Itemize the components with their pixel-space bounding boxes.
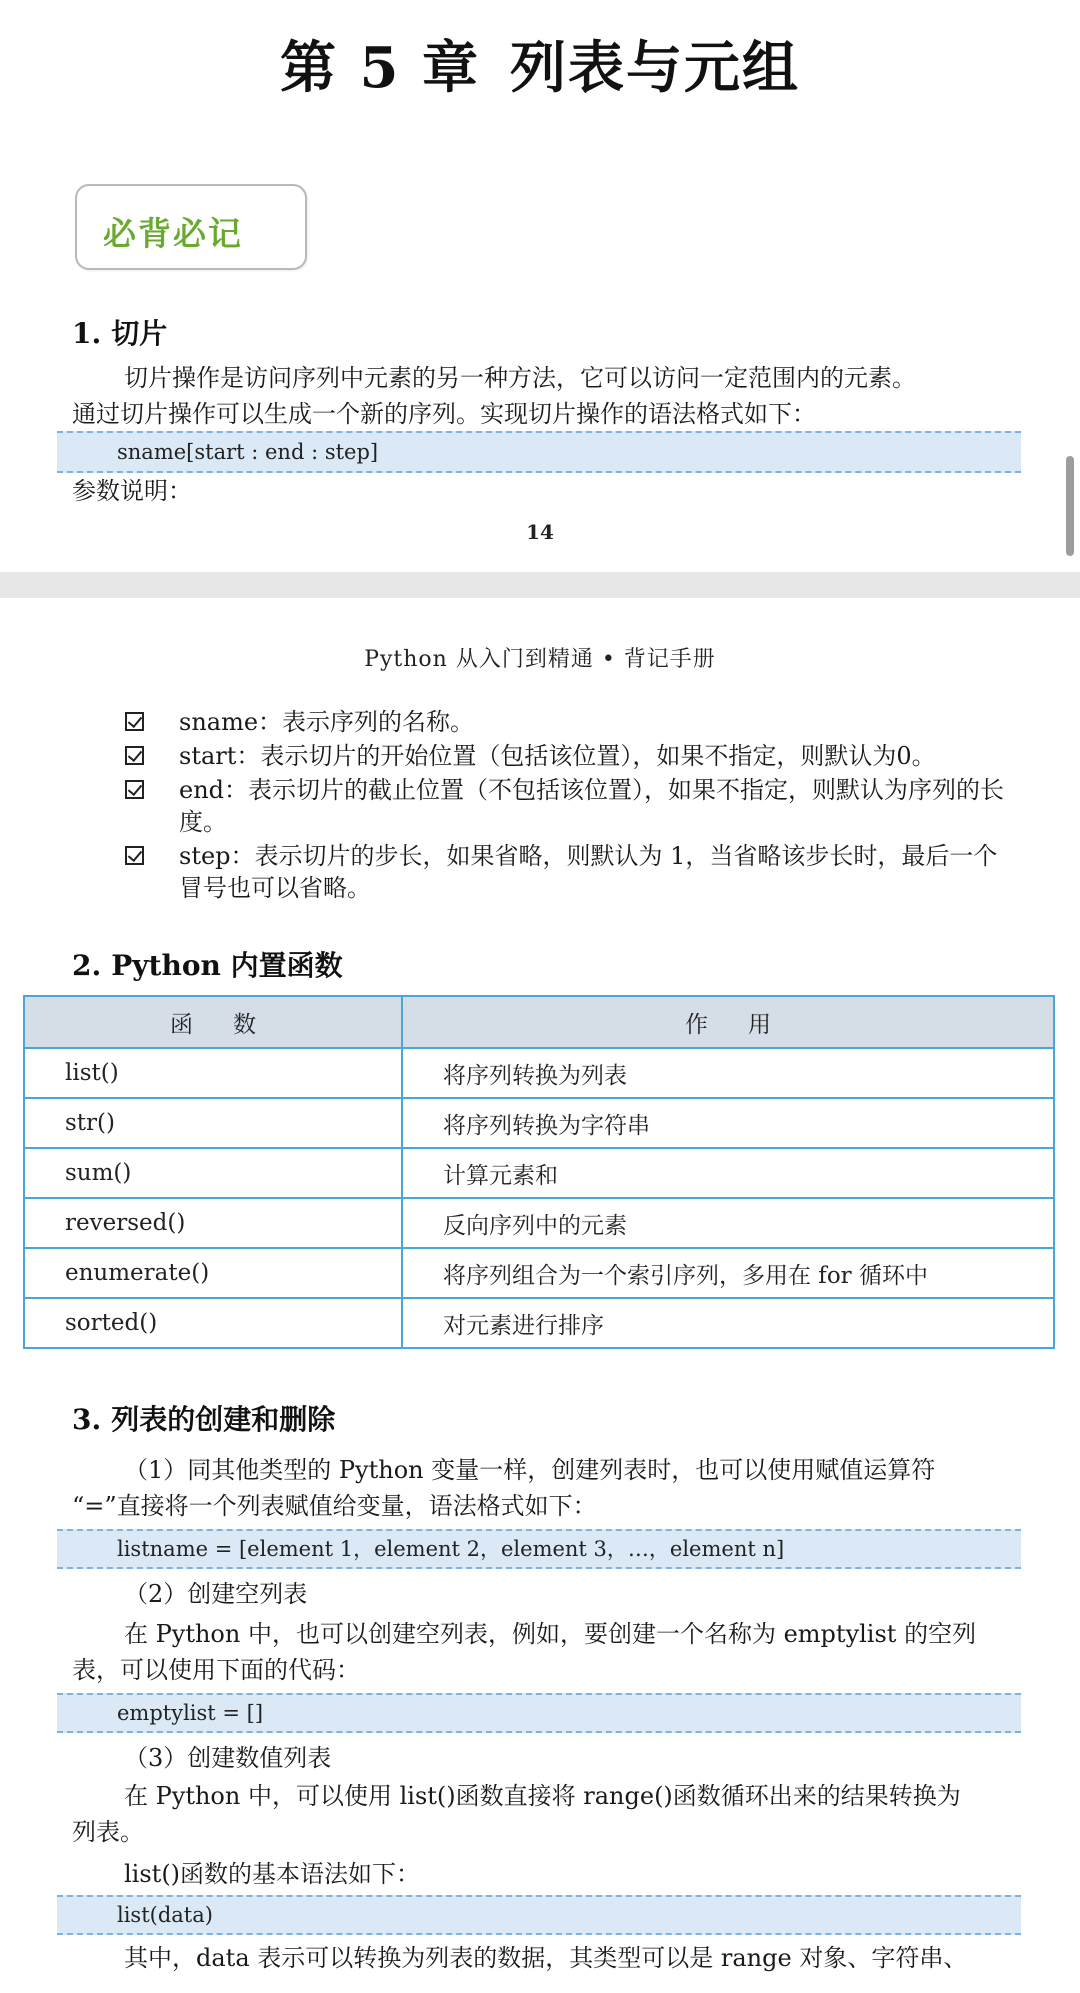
paragraph-line: “=”直接将一个列表赋值给变量，语法格式如下： (72, 1492, 597, 1520)
paragraph-line: 在 Python 中，可以使用 list()函数直接将 range()函数循环出来的结果转换为 (124, 1782, 961, 1810)
param-list (125, 706, 1015, 906)
list-create-paragraph (72, 1452, 1012, 1524)
chapter-name: 列表与元组 (509, 35, 800, 101)
table-row (24, 1198, 1054, 1248)
paragraph-line: 切片操作是访问序列中元素的另一种方法，它可以访问一定范围内的元素。 (124, 364, 916, 392)
section-number: 3. (72, 1403, 102, 1436)
param-text: start：表示切片的开始位置（包括该位置），如果不指定，则默认为0。 (179, 742, 936, 770)
table-cell: reversed() (24, 1198, 402, 1248)
code-text: sname[start : end : step] (117, 440, 379, 464)
chapter-suffix: 章 (421, 35, 480, 101)
section-number: 1. (72, 317, 102, 350)
code-text: list(data) (117, 1903, 213, 1927)
builtin-functions-table (23, 995, 1055, 1349)
table-row (24, 1098, 1054, 1148)
header-text: 作用 (685, 1011, 811, 1038)
page-14 (0, 0, 1080, 572)
section-heading-builtins (72, 944, 343, 984)
paragraph-line: 表，可以使用下面的代码： (72, 1656, 360, 1684)
chapter-title (0, 28, 1080, 108)
code-text: listname = [element 1，element 2，element 3，…，element n] (117, 1537, 785, 1561)
subheading-numeric-list: （3）创建数值列表 (124, 1744, 332, 1772)
section-heading-slicing (72, 312, 167, 352)
table-cell: enumerate() (24, 1248, 402, 1298)
table-row (24, 1298, 1054, 1348)
table-cell: str() (24, 1098, 402, 1148)
list-item (125, 840, 1015, 904)
table-cell: sorted() (24, 1298, 402, 1348)
section-title: Python 内置函数 (111, 949, 343, 982)
page-number: 14 (526, 520, 554, 544)
chapter-number: 5 (359, 35, 401, 101)
checkbox-icon (125, 846, 144, 865)
param-label: 参数说明： (72, 477, 192, 505)
empty-list-paragraph (72, 1616, 1012, 1688)
param-text: end：表示切片的截止位置（不包括该位置），如果不指定，则默认为序列的长度。 (179, 776, 1005, 836)
table-cell: 计算元素和 (402, 1148, 1054, 1198)
code-box-list-data (57, 1895, 1021, 1935)
scrollbar-thumb[interactable] (1066, 456, 1074, 556)
table-cell: 将序列转换为列表 (402, 1048, 1054, 1098)
table-cell: list() (24, 1048, 402, 1098)
code-text: emptylist = [] (117, 1701, 264, 1725)
badge-label: 必背必记 (103, 214, 243, 253)
section-title: 切片 (111, 317, 168, 350)
slicing-paragraph (72, 360, 1012, 432)
table-cell: sum() (24, 1148, 402, 1198)
paragraph-line: （1）同其他类型的 Python 变量一样，创建列表时，也可以使用赋值运算符 (124, 1456, 936, 1484)
code-box-emptylist (57, 1693, 1021, 1733)
table-cell: 将序列转换为字符串 (402, 1098, 1054, 1148)
paragraph-line: 在 Python 中，也可以创建空列表，例如，要创建一个名称为 emptylist 的空列 (124, 1620, 977, 1648)
table-cell: 对元素进行排序 (402, 1298, 1054, 1348)
header-text: 函数 (170, 1011, 296, 1038)
list-item (125, 740, 1015, 772)
code-box-slice-syntax (57, 431, 1021, 473)
param-text: sname：表示序列的名称。 (179, 708, 475, 736)
section-title: 列表的创建和删除 (111, 1403, 336, 1436)
page-15 (0, 598, 1080, 1993)
table-header-cell (402, 996, 1054, 1048)
list-item (125, 706, 1015, 738)
list-item (125, 774, 1015, 838)
memorize-badge (75, 184, 307, 270)
checkbox-icon (125, 746, 144, 765)
table-row (24, 1148, 1054, 1198)
subheading-empty-list: （2）创建空列表 (124, 1580, 308, 1608)
checkbox-icon (125, 712, 144, 731)
param-text: step：表示切片的步长，如果省略，则默认为 1，当省略该步长时，最后一个冒号也可以省略。 (179, 842, 998, 902)
table-cell: 将序列组合为一个索引序列，多用在 for 循环中 (402, 1248, 1054, 1298)
list-function-intro: list()函数的基本语法如下： (124, 1860, 421, 1888)
table-row (24, 1248, 1054, 1298)
paragraph-line: 列表。 (72, 1818, 144, 1846)
section-number: 2. (72, 949, 102, 982)
numeric-list-paragraph (72, 1778, 1012, 1850)
table-row (24, 1048, 1054, 1098)
section-heading-list-create (72, 1398, 335, 1438)
table-header-cell (24, 996, 402, 1048)
checkbox-icon (125, 780, 144, 799)
paragraph-line: 通过切片操作可以生成一个新的序列。实现切片操作的语法格式如下： (72, 400, 816, 428)
running-header: Python 从入门到精通 • 背记手册 (364, 647, 716, 672)
table-header-row (24, 996, 1054, 1048)
data-description: 其中，data 表示可以转换为列表的数据，其类型可以是 range 对象、字符串、 (124, 1944, 968, 1972)
chapter-prefix: 第 (280, 35, 339, 101)
code-box-listname (57, 1529, 1021, 1569)
table-cell: 反向序列中的元素 (402, 1198, 1054, 1248)
